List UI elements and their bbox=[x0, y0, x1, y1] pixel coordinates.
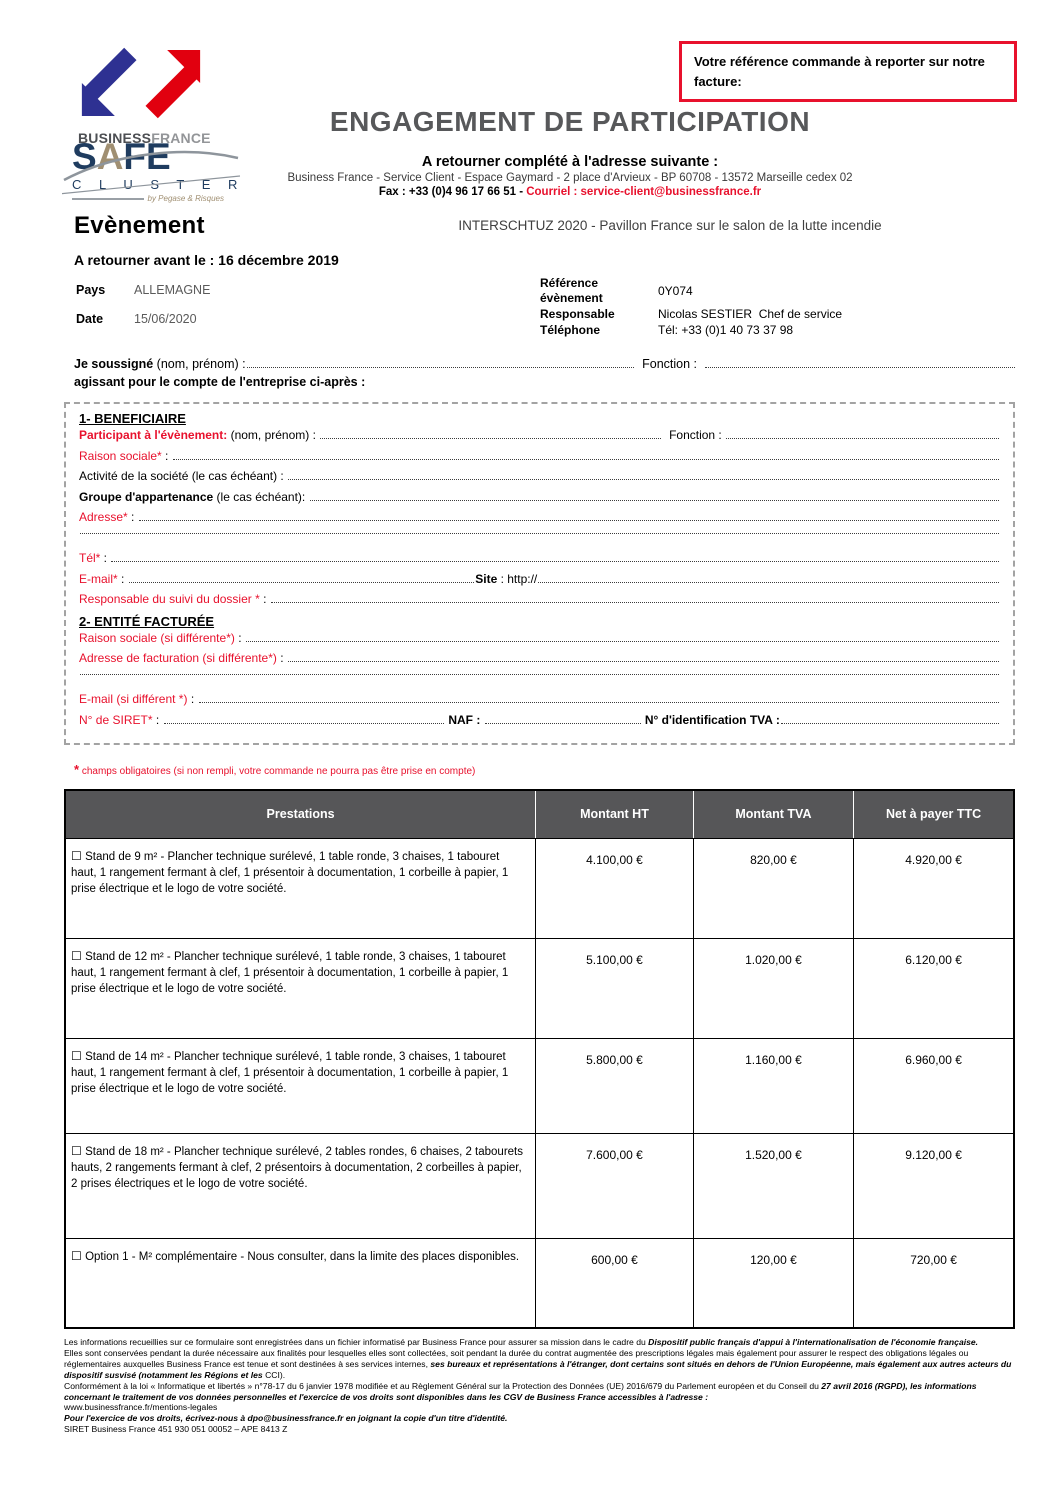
responsable-label: Responsable bbox=[540, 307, 615, 321]
return-heading: A retourner complété à l'adresse suivante : bbox=[421, 154, 719, 170]
text-segment: (nom, prénom) : bbox=[153, 357, 246, 371]
text-segment: Responsable du suivi du dossier * bbox=[79, 592, 260, 606]
checkbox-icon[interactable]: ☐ bbox=[71, 1248, 86, 1263]
dotted-fill bbox=[173, 457, 999, 460]
header-net-ttc: Net à payer TTC bbox=[854, 790, 1014, 838]
field-tel bbox=[79, 551, 1000, 572]
prestation-cell bbox=[65, 838, 536, 938]
legal-paragraph bbox=[64, 1381, 1016, 1403]
text-segment: Groupe d'appartenance bbox=[79, 489, 214, 504]
text-segment: Participant à l'évènement: bbox=[79, 428, 228, 442]
reference-value: 0Y074 bbox=[658, 283, 693, 298]
field-email bbox=[79, 572, 1000, 593]
text-segment: N° de SIRET* bbox=[79, 712, 153, 727]
text-segment: NAF : bbox=[445, 712, 484, 727]
field-email-facturation bbox=[79, 692, 1000, 713]
amount-ht: 600,00 € bbox=[536, 1238, 694, 1328]
text-segment: Tél* bbox=[79, 551, 101, 565]
soussigne-line2: agissant pour le compte de l'entreprise ci-après : bbox=[74, 375, 366, 389]
dotted-fill bbox=[164, 721, 445, 724]
field-raison-sociale bbox=[79, 449, 1000, 470]
text-segment: Activité de la société (le cas échéant) : bbox=[79, 469, 288, 483]
amount-tva: 1.020,00 € bbox=[693, 938, 853, 1038]
fax-line bbox=[240, 186, 900, 198]
amount-ttc: 6.120,00 € bbox=[854, 938, 1014, 1038]
field-responsable-suivi bbox=[79, 592, 1000, 613]
legal-paragraph bbox=[64, 1337, 1016, 1348]
text-segment: : bbox=[187, 692, 198, 706]
text-segment: en joignant la copie d'un titre d'identité. bbox=[343, 1413, 508, 1424]
text-segment: E-mail (si différent *) bbox=[79, 692, 188, 706]
bf-word-business: BUSINESS bbox=[78, 130, 152, 146]
date-value: 15/06/2020 bbox=[134, 312, 197, 326]
section1-fields bbox=[79, 428, 1000, 613]
prestation-cell bbox=[65, 1133, 536, 1238]
text-segment: : bbox=[161, 448, 172, 463]
business-france-logo bbox=[78, 44, 218, 146]
prestation-description: Stand de 12 m² - Plancher technique surélevé, 1 table ronde, 3 chaises, 1 tabouret haut, 1 rangement fermant à clef, 1 présentoir à documentation, 1 corbeille à papier, 1 prise électrique et le logo de votre société. bbox=[71, 950, 509, 996]
text-segment: Adresse* bbox=[79, 510, 128, 524]
soussigne-block bbox=[74, 357, 1016, 389]
prestation-cell bbox=[65, 1238, 536, 1328]
dotted-fill bbox=[139, 518, 999, 521]
date-row bbox=[76, 312, 210, 326]
prestation-row bbox=[65, 1038, 1014, 1133]
dotted-fill bbox=[726, 436, 999, 439]
section2-title: 2- ENTITÉ FACTURÉE bbox=[79, 613, 215, 629]
amount-tva: 820,00 € bbox=[693, 838, 853, 938]
link[interactable]: www.businessfrance.fr/mentions-legales bbox=[64, 1402, 218, 1413]
prestations-table bbox=[64, 789, 1015, 1329]
dotted-fill bbox=[705, 365, 1015, 368]
text-segment: : bbox=[152, 712, 163, 727]
section1-title: 1- BENEFICIAIRE bbox=[79, 411, 186, 426]
amount-tva: 1.520,00 € bbox=[693, 1133, 853, 1238]
field-participant bbox=[79, 428, 1000, 449]
dotted-fill bbox=[247, 365, 635, 368]
dotted-fill bbox=[781, 721, 999, 724]
prestation-cell bbox=[65, 1038, 536, 1133]
text-segment: : bbox=[259, 592, 270, 606]
dotted-fill bbox=[310, 498, 999, 501]
header-montant-ht: Montant HT bbox=[536, 790, 694, 838]
amount-ht: 4.100,00 € bbox=[536, 838, 694, 938]
safe-letters-fe: FE bbox=[123, 136, 171, 177]
text-segment: Adresse de facturation (si différente*) bbox=[79, 651, 277, 665]
event-title: INTERSCHTUZ 2020 - Pavillon France sur le salon de la lutte incendie bbox=[458, 218, 882, 233]
amount-ttc: 6.960,00 € bbox=[854, 1038, 1014, 1133]
mandatory-note-text: champs obligatoires (si non rempli, votre commande ne pourra pas être prise en compte) bbox=[79, 766, 476, 777]
header-prestations: Prestations bbox=[65, 790, 536, 838]
responsable-value: Nicolas SESTIER Chef de service bbox=[658, 307, 843, 321]
text-segment: : http:// bbox=[497, 571, 538, 586]
pays-value: ALLEMAGNE bbox=[134, 283, 211, 297]
text-segment: CCI). bbox=[265, 1369, 286, 1380]
text-segment: Conformément à la loi « Informatique et libertés » n°78-17 du 6 janvier 1978 modifiée et au Règlement Général sur la Protection des Données (UE) 2016/679 du Parlement européen et du Conseil du bbox=[64, 1380, 822, 1391]
amount-tva: 1.160,00 € bbox=[693, 1038, 853, 1133]
prestation-cell bbox=[65, 938, 536, 1038]
text-segment: E-mail* bbox=[79, 571, 118, 586]
prestation-description: Stand de 18 m² - Plancher technique surélevé, 2 tables rondes, 6 chaises, 2 tabourets hauts, 2 rangements fermant à clef, 2 présentoirs à documentation, 2 corbeilles à papier, 2 prises électriques et le logo de votre société. bbox=[71, 1145, 523, 1191]
pays-row bbox=[76, 283, 210, 297]
field-adresse-suite bbox=[79, 531, 1000, 552]
dotted-fill bbox=[111, 559, 999, 562]
text-segment: Raison sociale (si différente*) bbox=[79, 630, 235, 645]
prestation-row bbox=[65, 1238, 1014, 1328]
text-segment: N° d'identification TVA : bbox=[641, 712, 780, 727]
text-segment: Site bbox=[475, 571, 498, 586]
dotted-fill bbox=[129, 580, 475, 583]
bf-word-france: FRANCE bbox=[151, 130, 211, 146]
form-box bbox=[64, 402, 1015, 745]
dotted-fill bbox=[246, 639, 999, 642]
amount-ttc: 4.920,00 € bbox=[854, 838, 1014, 938]
text-segment: Fonction : bbox=[662, 428, 726, 442]
prestation-description: Option 1 - M² complémentaire - Nous consulter, dans la limite des places disponibles. bbox=[85, 1250, 520, 1263]
text-segment: : bbox=[276, 651, 287, 665]
telephone-label: Téléphone bbox=[540, 323, 601, 337]
business-france-arrows-icon bbox=[78, 44, 204, 122]
legal-paragraph bbox=[64, 1348, 1016, 1381]
prestation-description: Stand de 14 m² - Plancher technique surélevé, 1 table ronde, 3 chaises, 1 tabouret haut, 1 rangement fermant à clef, 1 présentoir à documentation, 1 corbeille à papier, 1 prise électrique et le logo de votre société. bbox=[71, 1050, 509, 1096]
event-heading: Evènement bbox=[74, 212, 205, 239]
safe-cluster-logo bbox=[72, 136, 245, 203]
prestation-row bbox=[65, 1133, 1014, 1238]
table-header bbox=[65, 790, 1014, 838]
field-siret-naf-tva bbox=[79, 713, 1000, 734]
header-montant-tva: Montant TVA bbox=[693, 790, 853, 838]
legal-paragraph bbox=[64, 1413, 1016, 1424]
fax-number: Fax : +33 (0)4 96 17 66 51 - bbox=[378, 186, 527, 198]
service-client-email[interactable]: Courriel : service-client@businessfrance.fr bbox=[526, 186, 762, 198]
amount-tva: 120,00 € bbox=[693, 1238, 853, 1328]
section2-fields bbox=[79, 631, 1000, 734]
reference-order-box bbox=[679, 41, 1017, 102]
safe-wordmark bbox=[72, 138, 242, 175]
dotted-fill bbox=[80, 672, 999, 675]
tagline-rule bbox=[72, 198, 144, 200]
text-segment: : bbox=[117, 571, 128, 586]
safe-tagline bbox=[72, 194, 224, 203]
safe-cluster-text: C L U S T E R bbox=[72, 177, 245, 192]
text-segment: Les informations recueillies sur ce formulaire sont enregistrées dans un fichier informatisé par Business France pour assurer sa mission dans le cadre du bbox=[64, 1337, 649, 1347]
text-segment: Je soussigné bbox=[74, 357, 154, 371]
safe-letter-a: A bbox=[96, 136, 124, 177]
text-segment: (nom, prénom) : bbox=[227, 428, 320, 442]
checkbox-icon[interactable]: ☐ bbox=[71, 948, 86, 963]
checkbox-icon[interactable]: ☐ bbox=[71, 848, 86, 863]
dotted-fill bbox=[485, 721, 641, 724]
safe-letter-s: S bbox=[72, 136, 97, 177]
prestation-description: Stand de 9 m² - Plancher technique surélevé, 1 table ronde, 3 chaises, 1 tabouret haut, 1 rangement fermant à clef, 1 présentoir à documentation, 1 corbeille à papier, 1 prise électrique et le logo de votre société. bbox=[71, 850, 509, 896]
tagline-text: by Pegase & Risques bbox=[147, 194, 224, 203]
field-raison-sociale-facturation bbox=[79, 631, 1000, 652]
text-segment: Dispositif public français d'appui à l'internationalisation de l'économie française. bbox=[648, 1337, 979, 1347]
field-groupe-appartenance bbox=[79, 490, 1000, 511]
text-segment: SIRET Business France 451 930 051 00052 – APE 8413 Z bbox=[64, 1424, 288, 1435]
return-deadline: A retourner avant le : 16 décembre 2019 bbox=[74, 252, 339, 268]
text-segment: ses bureaux et représentations à l'étranger, dont certains sont situés en dehors de l'Union Européenne, mais également aux autres acteurs du dispositif susvisé (notamment les Régions et les bbox=[64, 1358, 1012, 1380]
asterisk: * bbox=[74, 762, 80, 777]
dotted-fill bbox=[80, 531, 999, 534]
prestations-tbody bbox=[65, 838, 1014, 1328]
telephone-value: Tél: +33 (0)1 40 73 37 98 bbox=[658, 323, 794, 337]
page-title: ENGAGEMENT DE PARTICIPATION bbox=[329, 106, 811, 137]
link[interactable]: dpo@businessfrance.fr bbox=[247, 1413, 344, 1424]
text-segment: : bbox=[127, 510, 138, 524]
reference-order-text: Votre référence commande à reporter sur notre facture: bbox=[694, 54, 985, 89]
header-block bbox=[240, 106, 900, 198]
soussigne-line1 bbox=[74, 357, 1016, 371]
footer-legal bbox=[64, 1337, 1016, 1435]
event-right-info bbox=[540, 276, 842, 338]
checkbox-icon[interactable]: ☐ bbox=[71, 1143, 86, 1158]
legal-paragraph bbox=[64, 1424, 1016, 1435]
text-segment: : bbox=[234, 630, 245, 645]
dotted-fill bbox=[320, 436, 661, 439]
amount-ttc: 720,00 € bbox=[854, 1238, 1014, 1328]
dotted-fill bbox=[288, 659, 999, 662]
reference-label: Référence évènement bbox=[540, 276, 603, 305]
text-segment: (le cas échéant): bbox=[213, 489, 309, 504]
amount-ttc: 9.120,00 € bbox=[854, 1133, 1014, 1238]
event-left-info bbox=[76, 283, 210, 341]
dotted-fill bbox=[199, 700, 1000, 703]
amount-ht: 5.800,00 € bbox=[536, 1038, 694, 1133]
prestation-row bbox=[65, 938, 1014, 1038]
prestation-row bbox=[65, 838, 1014, 938]
field-activite bbox=[79, 469, 1000, 490]
field-adresse bbox=[79, 510, 1000, 531]
text-segment: 27 avril 2016 (RGPD), les informations concernant le traitement de vos données personnelles et l'exercice de vos droits sont disponibles dans les CGV de Business France accessibles à l'adresse : bbox=[64, 1380, 977, 1402]
amount-ht: 7.600,00 € bbox=[536, 1133, 694, 1238]
text-segment: Fonction : bbox=[635, 357, 704, 371]
mandatory-note bbox=[74, 762, 475, 777]
pays-label: Pays bbox=[76, 283, 106, 297]
dotted-fill bbox=[271, 600, 999, 603]
text-segment: Elles sont conservées pendant la durée nécessaire aux finalités pour lesquelles elles sont collectées, soit pendant la durée du contrat augmentée des prescriptions légales mais également pour assurer le respect des obligations légales ou réglementaires auxquelles Business France est tenue et sont destinées à ses services internes, bbox=[64, 1347, 969, 1369]
text-segment: Pour l'exercice de vos droits, écrivez-nous à bbox=[64, 1413, 248, 1424]
field-adresse-facturation-suite bbox=[79, 672, 1000, 693]
field-adresse-facturation bbox=[79, 651, 1000, 672]
dotted-fill bbox=[288, 477, 999, 480]
dotted-fill bbox=[538, 580, 999, 583]
date-label: Date bbox=[76, 312, 104, 326]
text-segment: : bbox=[100, 551, 111, 565]
return-address: Business France - Service Client - Espace Gaymard - 2 place d'Arvieux - BP 60708 - 13572 Marseille cedex 02 bbox=[287, 172, 853, 184]
legal-paragraph bbox=[64, 1402, 1016, 1413]
checkbox-icon[interactable]: ☐ bbox=[71, 1048, 86, 1063]
text-segment: Raison sociale* bbox=[79, 448, 162, 463]
amount-ht: 5.100,00 € bbox=[536, 938, 694, 1038]
